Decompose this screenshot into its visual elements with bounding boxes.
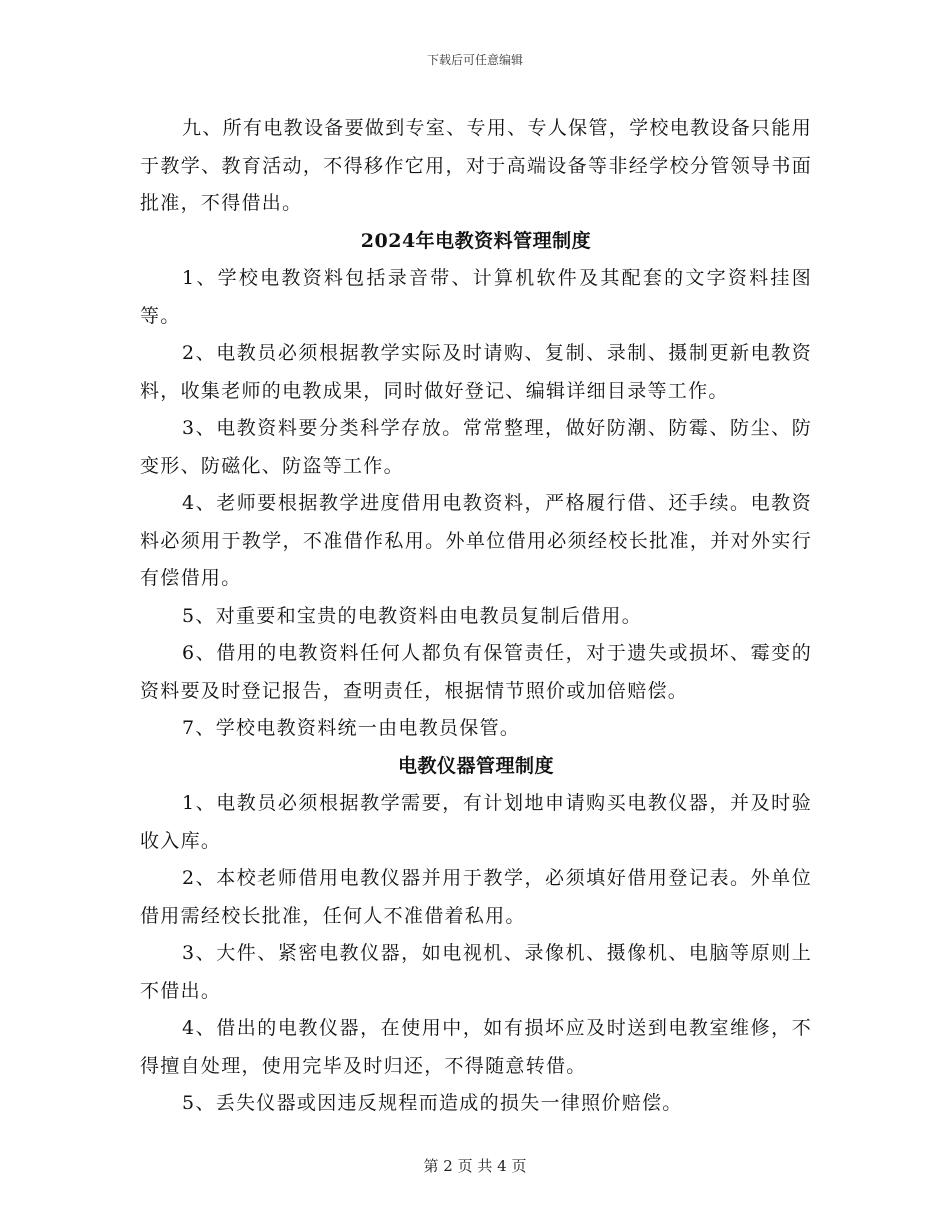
materials-rule-4: 4、老师要根据教学进度借用电教资料，严格履行借、还手续。电教资料必须用于教学，不准借作私用。外单位借用必须经校长批准，并对外实行有偿借用。 xyxy=(140,492,812,589)
materials-rule-7: 7、学校电教资料统一由电教员保管。 xyxy=(182,717,521,739)
materials-rule-6: 6、借用的电教资料任何人都负有保管责任，对于遗失或损坏、霉变的资料要及时登记报告，查明责任，根据情节照价或加倍赔偿。 xyxy=(140,642,812,702)
intro-paragraph: 九、所有电教设备要做到专室、专用、专人保管，学校电教设备只能用于教学、教育活动，不得移作它用，对于高端设备等非经学校分管领导书面批准，不得借出。 xyxy=(140,117,812,214)
section-title-materials: 2024年电教资料管理制度 xyxy=(360,229,592,252)
materials-rule-2: 2、电教员必须根据教学实际及时请购、复制、录制、摄制更新电教资料，收集老师的电教成果，同时做好登记、编辑详细目录等工作。 xyxy=(140,342,812,402)
instruments-rule-3: 3、大件、紧密电教仪器，如电视机、录像机、摄像机、电脑等原则上不借出。 xyxy=(140,942,812,1002)
instruments-rule-1: 1、电教员必须根据教学需要，有计划地申请购买电教仪器，并及时验收入库。 xyxy=(140,792,812,852)
section-title-instruments: 电教仪器管理制度 xyxy=(397,754,554,777)
document-body xyxy=(140,110,812,1123)
instruments-rule-5: 5、丢失仪器或因违反规程而造成的损失一律照价赔偿。 xyxy=(182,1092,683,1114)
materials-rule-1: 1、学校电教资料包括录音带、计算机软件及其配套的文字资料挂图等。 xyxy=(140,267,812,327)
materials-rule-3: 3、电教资料要分类科学存放。常常整理，做好防潮、防霉、防尘、防变形、防磁化、防盗等工作。 xyxy=(140,417,812,477)
page-number: 第 2 页 共 4 页 xyxy=(423,1157,527,1175)
instruments-rule-4: 4、借出的电教仪器，在使用中，如有损坏应及时送到电教室维修，不得擅自处理，使用完毕及时归还，不得随意转借。 xyxy=(140,1017,812,1077)
materials-rule-5: 5、对重要和宝贵的电教资料由电教员复制后借用。 xyxy=(182,604,642,627)
page-header: 下载后可任意编辑 xyxy=(426,53,523,67)
instruments-rule-2: 2、本校老师借用电教仪器并用于教学，必须填好借用登记表。外单位借用需经校长批准，任何人不准借着私用。 xyxy=(140,867,812,927)
